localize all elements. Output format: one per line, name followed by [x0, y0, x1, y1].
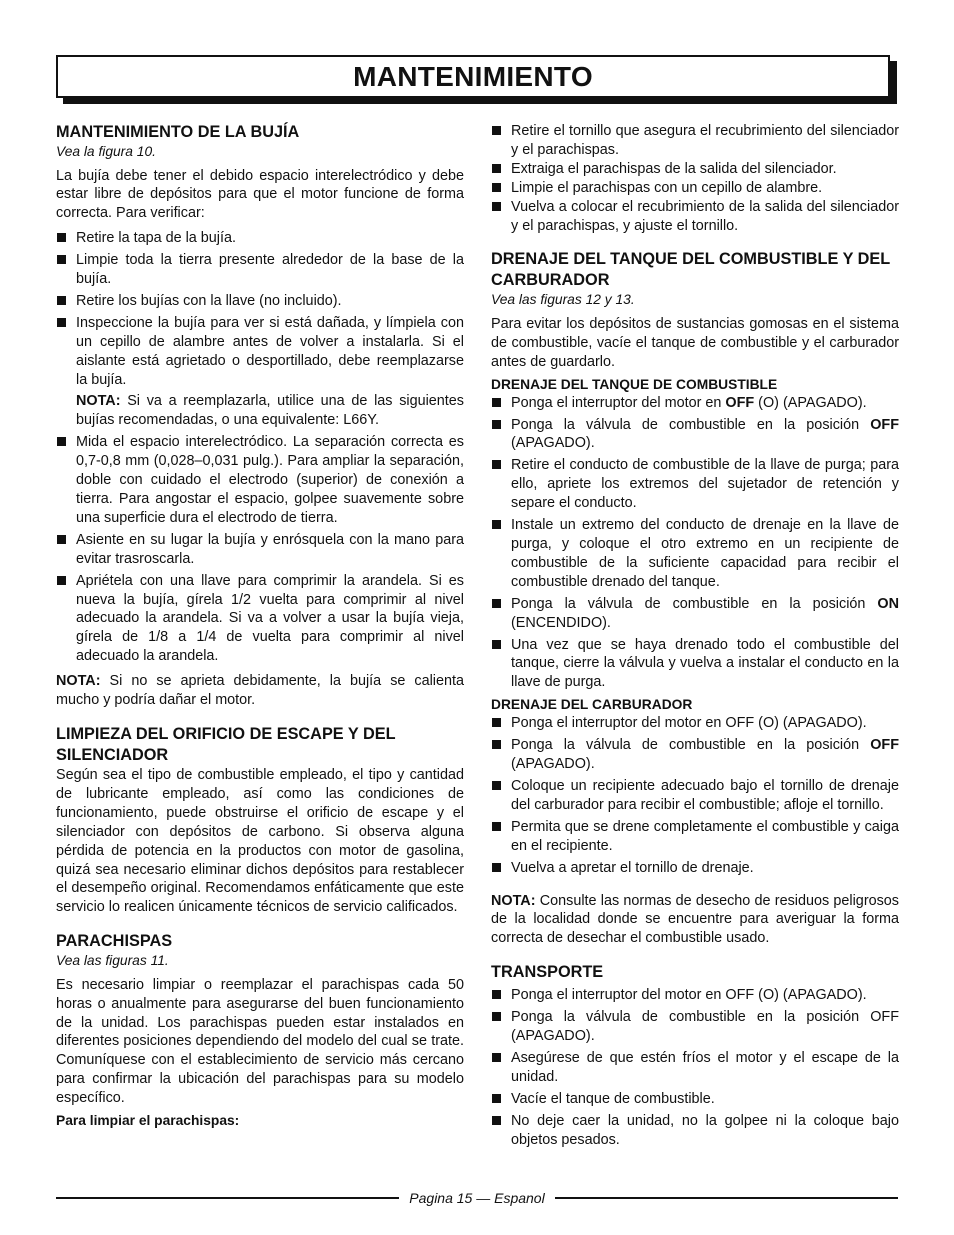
subheading: Para limpiar el parachispas:: [56, 1113, 240, 1129]
subheading: DRENAJE DEL CARBURADOR: [491, 697, 693, 713]
list-item: Retire la tapa de la bujía.: [56, 229, 464, 248]
section-banner: [56, 55, 890, 98]
list-item: Ponga el interruptor del motor en OFF (O) (APAGADO).: [491, 714, 899, 733]
carburetor-drain-steps: [491, 714, 899, 877]
tank-drain-steps: [491, 394, 899, 693]
list-item: Apriétela con una llave para comprimir la arandela. Si es nueva la bujía, gírela 1/2 vuelta para comprimir al nivel adecuado la arandela. Si va a volver a usar la bujía vieja, gírela de 1/8 a 1/4 de vuelta para comprimir al nivel adecuado la arandela.: [56, 572, 464, 667]
list-item: Una vez que se haya drenado todo el combustible del tanque, cierre la válvula y vuelva a instalar el conducto en la llave de purga.: [491, 636, 899, 693]
spark-plug-steps: [56, 229, 464, 389]
paragraph: Según sea el tipo de combustible empleado, el tipo y cantidad de lubricante empleado, así como las condiciones de funcionamiento, puede obstruirse el orificio de escape y el silenciador con depósitos de carbono. Si observa alguna pérdida de potencia en la productos con motor de gasolina, quizá sea necesario eliminar dichos depósitos para restablecer el desempeño original. Recomendamos enfáticamente que este servicio lo realicen únicamente técnicos de servicio calificados.: [56, 766, 464, 916]
list-item: Vuelva a colocar el recubrimiento de la salida del silenciador y el parachispas, y ajuste el tornillo.: [491, 198, 899, 236]
heading-exhaust-cleaning: LIMPIEZA DEL ORIFICIO DE ESCAPE Y DEL SILENCIADOR: [56, 724, 396, 764]
list-item: Ponga la válvula de combustible en la posición OFF (APAGADO).: [491, 736, 899, 774]
figure-reference: Vea las figuras 12 y 13.: [491, 292, 635, 308]
list-item: Asegúrese de que estén fríos el motor y el escape de la unidad.: [491, 1049, 899, 1087]
list-item: Inspeccione la bujía para ver si está dañada, y límpiela con un cepillo de alambre antes de volver a instalarla. Si el aislante está agrietado o desportillado, debe reemplazarse la bujía.: [56, 314, 464, 390]
note-text: Si va a reemplazarla, utilice una de las siguientes bujías recomendadas, o una equivalente: L66Y.: [76, 393, 464, 429]
list-item: Retire el tornillo que asegura el recubrimiento del silenciador y el parachispas.: [491, 122, 899, 160]
list-item: Ponga la válvula de combustible en la posición OFF (APAGADO).: [491, 416, 899, 454]
list-item: Vacíe el tanque de combustible.: [491, 1090, 899, 1109]
figure-reference: Vea la figura 10.: [56, 144, 156, 159]
list-item: Limpie el parachispas con un cepillo de alambre.: [491, 179, 899, 198]
list-item: Ponga el interruptor del motor en OFF (O) (APAGADO).: [491, 394, 899, 413]
footer-rule-left: [56, 1197, 399, 1199]
heading-spark-arrestor: PARACHISPAS: [56, 932, 173, 951]
list-item: Permita que se drene completamente el combustible y caiga en el recipiente.: [491, 818, 899, 856]
list-item: Mida el espacio interelectródico. La separación correcta es 0,7-0,8 mm (0,028–0,031 pulg.). Para ampliar la separación, doble con cuidado el electrodo (superior) de conexión a tierra. Para angostar el espacio, golpee suavemente sobre una superficie dura el electrodo de tierra.: [56, 433, 464, 528]
page-number: Pagina 15 — Espanol: [409, 1190, 545, 1206]
left-column: [56, 122, 464, 1130]
paragraph: Para evitar los depósitos de sustancias gomosas en el sistema de combustible, vacíe el tanque de combustible y el carburador antes de guardarlo.: [491, 315, 899, 370]
note-text: Consulte las normas de desecho de residuos peligrosos de la localidad donde se encuentre para averiguar la forma correcta de desechar el combustible usado.: [491, 892, 900, 947]
right-column: [491, 122, 899, 1149]
list-item: Limpie toda la tierra presente alrededor de la base de la bujía.: [56, 251, 464, 289]
list-item: Asiente en su lugar la bujía y enrósquela con la mano para evitar trasroscarla.: [56, 531, 464, 569]
footer-rule-right: [555, 1197, 898, 1199]
note-text: Si no se aprieta debidamente, la bujía se calienta mucho y podría dañar el motor.: [56, 673, 465, 709]
spark-arrestor-steps: [491, 122, 899, 235]
list-item: Vuelva a apretar el tornillo de drenaje.: [491, 859, 899, 878]
heading-transport: TRANSPORTE: [491, 963, 604, 982]
paragraph: Es necesario limpiar o reemplazar el parachispas cada 50 horas o anualmente para asegurarse del buen funcionamiento de la unidad. Los parachispas pueden estar instalados en diferentes posiciones dependiendo del modelo del cual se trate. Comuníquese con el establecimiento de servicio más cercano para confirmar la ubicación del parachispas para su modelo específico.: [56, 976, 464, 1107]
figure-reference: Vea las figuras 11.: [56, 953, 169, 969]
note: [56, 392, 464, 430]
note: [56, 672, 464, 710]
list-item: Retire el conducto de combustible de la llave de purga; para ello, apriete los extremos del sujetador de retención y separe el conducto.: [491, 456, 899, 513]
list-item: Retire los bujías con la llave (no incluido).: [56, 292, 464, 311]
note-label: NOTA:: [491, 892, 536, 909]
heading-spark-plug: MANTENIMIENTO DE LA BUJÍA: [56, 123, 300, 141]
list-item: Ponga la válvula de combustible en la posición OFF (APAGADO).: [491, 1008, 899, 1046]
transport-steps: [491, 986, 899, 1149]
list-item: Coloque un recipiente adecuado bajo el tornillo de drenaje del carburador para recibir el combustible; afloje el tornillo.: [491, 777, 899, 815]
subheading: DRENAJE DEL TANQUE DE COMBUSTIBLE: [491, 376, 778, 392]
list-item: Instale un extremo del conducto de drenaje en la llave de purga, y coloque el otro extremo en un recipiente de combustible de la suficiente capacidad para recibir el combustible drenado del tanque.: [491, 516, 899, 592]
list-item: Extraiga el parachispas de la salida del silenciador.: [491, 160, 899, 179]
spark-plug-steps-2: [56, 433, 464, 666]
note: [491, 892, 899, 949]
page-footer: [56, 1188, 898, 1208]
heading-fuel-drain: DRENAJE DEL TANQUE DEL COMBUSTIBLE Y DEL CARBURADOR: [491, 250, 890, 290]
page-title: MANTENIMIENTO: [353, 60, 593, 92]
paragraph: La bujía debe tener el debido espacio interelectródico y debe estar libre de depósitos para que el motor funcione de forma correcta. Para verificar:: [56, 167, 464, 222]
list-item: Ponga la válvula de combustible en la posición ON (ENCENDIDO).: [491, 595, 899, 633]
list-item: No deje caer la unidad, no la golpee ni la coloque bajo objetos pesados.: [491, 1112, 899, 1150]
note-label: NOTA:: [56, 673, 101, 690]
list-item: Ponga el interruptor del motor en OFF (O) (APAGADO).: [491, 986, 899, 1005]
note-label: NOTA:: [76, 393, 121, 410]
